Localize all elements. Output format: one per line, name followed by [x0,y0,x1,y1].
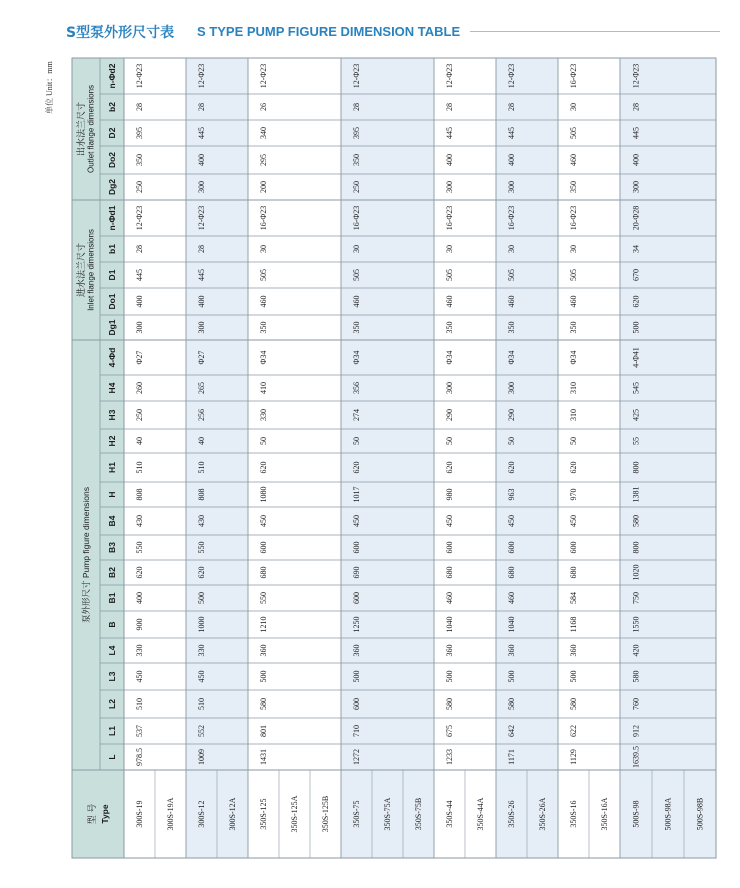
cell-4-d: Φ34 [352,350,361,365]
cell-l4: 360 [352,644,361,657]
column-header-h2: H2 [107,435,117,447]
cell-n-d2: 16-Φ23 [569,63,578,89]
cell-l2: 760 [631,698,641,710]
cell-l: 1233 [445,749,454,765]
cell-h: 808 [135,488,144,501]
cell-do2: 400 [445,154,454,166]
cell-l4: 330 [135,644,144,657]
cell-h3: 310 [569,409,578,421]
column-header-4-d: 4-Φd [107,347,117,368]
cell-b1: 400 [135,592,144,604]
cell-b3: 600 [445,541,454,554]
cell-l3: 500 [445,670,454,683]
cell-h2: 50 [259,437,268,445]
cell-b1: 600 [352,592,361,604]
cell-b: 1040 [445,616,454,633]
cell-do2: 350 [352,154,361,166]
cell-b1-flange: 34 [631,245,641,253]
cell-n-d1: 16-Φ23 [352,205,361,231]
cell-b4: 450 [352,515,361,527]
cell-h: 963 [507,488,516,501]
type-group-band [341,58,434,858]
cell-d1: 505 [259,269,268,281]
cell-4-d: Φ27 [135,350,144,365]
cell-b3: 800 [631,541,641,554]
cell-h2: 40 [197,437,206,445]
cell-b1: 584 [569,592,578,604]
cell-l3: 500 [352,670,361,683]
column-header-n-d1: n-Φd1 [107,205,117,231]
cell-d1: 505 [352,269,361,281]
column-header-b1-flange: b1 [107,244,117,254]
cell-l: 1171 [507,749,516,765]
column-header-h4: H4 [107,382,117,394]
cell-d2: 395 [352,127,361,139]
column-header-h3: H3 [107,409,117,421]
cell-b3: 600 [352,541,361,554]
column-header-d1: D1 [107,269,117,281]
cell-n-d1: 16-Φ23 [507,205,516,231]
cell-do2: 400 [197,154,206,166]
cell-h1: 510 [135,461,144,474]
cell-b1: 460 [445,592,454,604]
cell-d2: 445 [631,127,641,139]
cell-h: 808 [197,488,206,501]
cell-b1-flange: 30 [507,245,516,253]
type-name: 350S-26A [538,797,547,831]
type-name: 300S-12 [197,800,206,828]
column-header-dg1: Dg1 [107,319,117,336]
cell-b1-flange: 28 [135,245,144,253]
cell-b1: 460 [507,592,516,604]
cell-b2-flange: 28 [445,103,454,111]
type-group-band [558,58,620,858]
column-header-b4: B4 [107,515,117,527]
cell-l4: 360 [569,644,578,657]
cell-h3: 425 [631,409,641,421]
cell-l2: 600 [352,698,361,710]
cell-4-d: Φ34 [569,350,578,365]
cell-l1: 622 [569,725,578,737]
cell-b1-flange: 28 [197,245,206,253]
cell-l2: 510 [197,698,206,710]
cell-dg2: 250 [135,181,144,193]
cell-h: 1381 [631,486,641,503]
cell-b4: 450 [259,515,268,527]
cell-l4: 360 [259,644,268,657]
type-name: 350S-26 [507,800,516,828]
cell-b1-flange: 30 [352,245,361,253]
cell-h: 970 [569,488,578,501]
cell-l3: 450 [197,670,206,683]
cell-do1: 460 [507,295,516,308]
cell-n-d1: 16-Φ23 [569,205,578,231]
cell-b1: 500 [197,592,206,604]
cell-h1: 620 [352,461,361,474]
page-title-cn: S型泵外形尺寸表 [66,25,175,41]
cell-h2: 50 [569,437,578,445]
cell-l1: 675 [445,725,454,737]
cell-d2: 445 [507,127,516,139]
cell-b2: 620 [135,566,144,579]
cell-h: 980 [445,488,454,501]
cell-b3: 600 [569,541,578,554]
cell-b: 1168 [569,616,578,633]
cell-dg2: 300 [445,181,454,193]
cell-l1: 801 [259,725,268,737]
cell-dg2: 200 [259,181,268,193]
cell-b2: 680 [445,566,454,579]
cell-l3: 500 [259,670,268,683]
cell-h2: 40 [135,437,144,445]
cell-b2-flange: 28 [631,103,641,111]
cell-b: 1000 [197,616,206,633]
cell-n-d1: 16-Φ23 [259,205,268,231]
cell-b2-flange: 26 [259,103,268,111]
column-header-d2: D2 [107,127,117,139]
cell-h3: 330 [259,409,268,421]
column-header-do1: Do1 [107,293,117,310]
type-name: 500S-98B [695,797,705,831]
cell-n-d1: 12-Φ23 [197,205,206,231]
cell-dg1: 300 [135,321,144,334]
cell-d1: 505 [445,269,454,281]
type-name: 350S-75A [383,797,392,831]
cell-do2: 350 [135,154,144,166]
cell-h3: 290 [445,409,454,421]
cell-b1: 550 [259,592,268,604]
cell-l4: 360 [507,644,516,657]
type-group-band [496,58,558,858]
cell-n-d2: 12-Φ23 [135,63,144,89]
cell-h1: 620 [507,461,516,474]
cell-l: 1009 [197,749,206,765]
cell-b: 1250 [352,616,361,633]
cell-l1: 537 [135,725,144,737]
cell-do1: 400 [197,295,206,308]
type-group-band [124,58,186,858]
type-name: 350S-44A [476,797,485,831]
cell-4-d: Φ34 [507,350,516,365]
cell-n-d2: 12-Φ23 [259,63,268,89]
cell-h3: 250 [135,409,144,421]
cell-b3: 600 [507,541,516,554]
cell-b4: 430 [197,515,206,527]
cell-b3: 600 [259,541,268,554]
inlet-group-header-cn: 进水法兰尺寸 [76,242,86,298]
cell-h4: 260 [135,382,144,394]
cell-h3: 256 [197,409,206,421]
cell-h2: 50 [507,437,516,445]
cell-b3: 550 [135,541,144,554]
cell-h2: 50 [445,437,454,445]
cell-dg1: 500 [631,321,641,334]
cell-b2-flange: 28 [135,103,144,111]
column-header-b2-flange: b2 [107,102,117,112]
cell-4-d: 4-Φ41 [631,347,641,368]
cell-d1: 505 [569,269,578,281]
cell-b2-flange: 30 [569,103,578,111]
cell-h4: 545 [631,382,641,394]
cell-l2: 580 [445,698,454,710]
column-header-b1: B1 [107,592,117,604]
cell-h3: 274 [352,409,361,421]
column-header-h1: H1 [107,462,117,473]
cell-l3: 500 [569,670,578,683]
cell-n-d1: 16-Φ23 [445,205,454,231]
cell-h: 1080 [259,486,268,503]
cell-dg1: 350 [445,321,454,334]
row-bands [124,58,716,858]
cell-l: 1639.5 [631,746,641,768]
header-background [72,58,124,858]
cell-h1: 620 [259,461,268,474]
cell-l: 1272 [352,749,361,765]
column-header-b: B [107,621,117,628]
page-title-en: S TYPE PUMP FIGURE DIMENSION TABLE [197,24,461,39]
type-group-band [434,58,496,858]
cell-d2: 340 [259,127,268,139]
cell-n-d1: 20-Φ28 [631,205,641,231]
type-name: 500S-98 [631,800,641,828]
cell-b4: 580 [631,515,641,527]
cell-b2: 1020 [631,564,641,581]
cell-b2-flange: 28 [197,103,206,111]
cell-b1: 750 [631,592,641,604]
type-name: 350S-16 [569,800,578,828]
cell-l1: 710 [352,725,361,737]
cell-h4: 300 [507,382,516,394]
cell-dg1: 350 [569,321,578,334]
cell-h1: 510 [197,461,206,474]
type-group-band [248,58,341,858]
cell-b1-flange: 30 [445,245,454,253]
cell-b4: 450 [445,515,454,527]
cell-h1: 620 [569,461,578,474]
cell-b2: 680 [569,566,578,579]
cell-l3: 500 [507,670,516,683]
cell-4-d: Φ27 [197,350,206,365]
cell-l1: 912 [631,725,641,737]
cell-d1: 505 [507,269,516,281]
column-header-b2: B2 [107,567,117,578]
cell-l3: 450 [135,670,144,683]
column-header-dg2: Dg2 [107,178,117,196]
cell-l4: 420 [631,644,641,657]
cell-l: 1129 [569,749,578,765]
type-group-band [620,58,716,858]
cell-b1-flange: 30 [569,245,578,253]
column-header-h: H [107,491,117,498]
cell-b: 1550 [631,616,641,633]
cell-do1: 460 [445,295,454,308]
type-name: 350S-44 [445,800,454,828]
table-header [72,58,124,858]
cell-h2: 55 [631,437,641,445]
cell-b2: 690 [352,566,361,579]
cell-b4: 450 [507,515,516,527]
cell-do2: 400 [631,154,641,166]
cell-h: 1017 [352,486,361,503]
cell-b: 1040 [507,616,516,633]
cell-d1: 445 [135,269,144,281]
cell-l2: 580 [507,698,516,710]
cell-d1: 670 [631,269,641,281]
cell-do1: 460 [259,295,268,308]
cell-l2: 580 [259,698,268,710]
cell-b: 900 [135,618,144,631]
cell-l2: 510 [135,698,144,710]
cell-dg2: 300 [507,181,516,193]
cell-4-d: Φ34 [445,350,454,365]
outlet-group-header-en: Outlet flange dimensions [86,84,96,174]
cell-n-d2: 12-Φ23 [197,63,206,89]
cell-b2-flange: 28 [352,103,361,111]
cell-dg2: 350 [569,181,578,193]
cell-dg1: 350 [507,321,516,334]
type-name: 300S-19A [166,797,175,831]
cell-l: 1431 [259,749,268,765]
cell-b1-flange: 30 [259,245,268,253]
type-name: 500S-98A [663,797,673,831]
cell-l1: 552 [197,725,206,737]
cell-b3: 550 [197,541,206,554]
cell-h4: 300 [445,382,454,394]
cell-h4: 265 [197,382,206,394]
type-name: 350S-75B [414,797,423,831]
cell-dg2: 300 [631,181,641,193]
column-header-l: L [107,754,117,760]
column-header-l4: L4 [107,645,117,656]
cell-dg1: 300 [197,321,206,334]
cell-l4: 360 [445,644,454,657]
cell-d2: 445 [197,127,206,139]
pump-group-header: 泵外形尺寸 Pump figure dimensions [81,486,91,624]
type-header-en: Type [100,804,110,824]
cell-do2: 460 [569,154,578,166]
cell-h4: 356 [352,382,361,394]
cell-h1: 620 [445,461,454,474]
cell-d2: 445 [445,127,454,139]
type-name: 350S-125B [321,795,330,833]
column-header-b3: B3 [107,542,117,553]
cell-n-d1: 12-Φ23 [135,205,144,231]
cell-h1: 800 [631,461,641,474]
cell-do2: 400 [507,154,516,166]
cell-l1: 642 [507,725,516,737]
column-header-l3: L3 [107,671,117,682]
cell-do1: 400 [135,295,144,308]
cell-l4: 330 [197,644,206,657]
cell-h4: 310 [569,382,578,394]
cell-n-d2: 12-Φ23 [631,63,641,89]
cell-b4: 430 [135,515,144,527]
cell-n-d2: 12-Φ23 [507,63,516,89]
cell-b: 1210 [259,616,268,633]
cell-d2: 505 [569,127,578,139]
type-name: 350S-75 [352,800,361,828]
cell-b2-flange: 28 [507,103,516,111]
type-name: 300S-19 [135,800,144,828]
cell-dg2: 300 [197,181,206,193]
cell-do2: 295 [259,154,268,166]
column-header-n-d2: n-Φd2 [107,63,117,89]
cell-b2: 620 [197,566,206,579]
cell-l3: 580 [631,670,641,683]
type-name: 350S-125 [259,798,268,830]
cell-b2: 680 [507,566,516,579]
cell-dg1: 350 [352,321,361,334]
outlet-group-header-cn: 出水法兰尺寸 [76,101,86,157]
column-header-do2: Do2 [107,151,117,169]
type-name: 350S-125A [290,795,299,833]
cell-n-d2: 12-Φ23 [352,63,361,89]
cell-dg2: 250 [352,181,361,193]
cell-b4: 450 [569,515,578,527]
cell-b2: 680 [259,566,268,579]
cell-4-d: Φ34 [259,350,268,365]
cell-do1: 620 [631,295,641,308]
type-name: 300S-12A [228,797,237,831]
cell-n-d2: 12-Φ23 [445,63,454,89]
cell-do1: 460 [352,295,361,308]
cell-h4: 410 [259,382,268,394]
cell-d1: 445 [197,269,206,281]
cell-d2: 395 [135,127,144,139]
unit-note: 单位 Unit：mm [45,61,54,114]
inlet-group-header-en: Inlet flange dimensions [86,229,96,311]
cell-l: 978.5 [135,748,144,766]
type-header-cn: 型 号 [87,803,97,825]
type-group-band [186,58,248,858]
type-name: 350S-16A [600,797,609,831]
cell-h3: 290 [507,409,516,421]
cell-dg1: 350 [259,321,268,334]
cell-l2: 580 [569,698,578,710]
column-header-l1: L1 [107,726,117,736]
cell-h2: 50 [352,437,361,445]
cell-do1: 460 [569,295,578,308]
column-header-l2: L2 [107,699,117,709]
